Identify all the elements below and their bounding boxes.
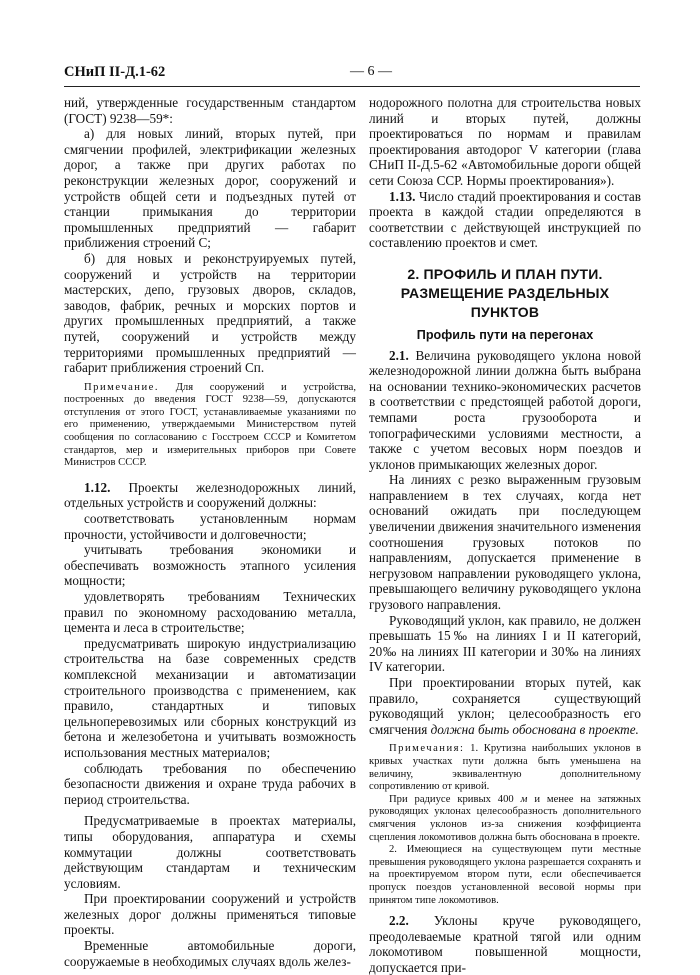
list-item: предусматривать широкую индустриализацию строительства на базе современных средств комплексной механизации и автоматизации строительного производства с применением, как правило, стандартных и типовых цельноперевозимых или сборных конструкций из бетона и железобетона и учитывать возможность использования местных материалов;: [64, 635, 356, 760]
list-item: соответствовать установленным нормам прочности, устойчивости и долговечности;: [64, 511, 356, 542]
second-tracks-italic: должна быть обоснована в проекте.: [430, 721, 639, 737]
note-label: Примечание.: [84, 381, 159, 393]
clause-number: 1.12.: [84, 479, 111, 495]
document-code: СНиП II-Д.1-62: [64, 64, 166, 80]
note-1b-text-a: При радиусе кривых 400: [389, 793, 514, 805]
clause-1-13: [369, 189, 641, 251]
header-rule: [64, 86, 640, 87]
clause-2-2: [369, 913, 641, 975]
note-paragraph: [64, 382, 356, 470]
list-item: соблюдать требования по обеспечению безопасности движения и охране труда рабочих в период строительства.: [64, 760, 356, 807]
note-1b-unit: м: [520, 793, 528, 805]
paragraph-freight-direction: На линиях с резко выраженным грузовым направлением в тех случаях, когда нет оснований ожидать при последующем увеличении движения значительного изменения соотношения грузовых потоков по направлениям, допускается применение в негрузовом направлении руководящего уклона, превышающего величину руководящего уклона грузового направления.: [369, 472, 641, 613]
paragraph-item-b: б) для новых и реконструируемых путей, сооружений и устройств на территории мастерских, депо, грузовых дворов, складов, заводов, фабрик, речных и морских портов и других промышленных предприятий, а также путей, сооружений и устройств между территориями промышленных предприятий — габарит приближения строений Сп.: [64, 250, 356, 376]
clause-number: 2.2.: [389, 913, 409, 929]
clause-text: Число стадий проектирования и состав проекта в каждой стадии определяются в соответствии с действующей инструкцией по составлению проектов и смет.: [369, 188, 642, 251]
second-tracks-text: При проектировании вторых путей, как правило, сохраняется существующий руководящий уклон; целесообразность его смягчения: [369, 675, 641, 737]
left-column: [64, 95, 356, 969]
notes-paragraph-1b: [369, 794, 641, 844]
list-item: удовлетворять требованиям Технических правил по экономному расходованию металла, цемента и леса в строительстве;: [64, 589, 356, 636]
page-number: — 6 —: [350, 64, 392, 79]
list-item: учитывать требования экономики и обеспечивать возможность этапного усиления мощности;: [64, 542, 356, 589]
note-text: Для сооружений и устройства, построенных до введения ГОСТ 9238—59, допускаются отступления от этого ГОСТ, устанавливаемые указаниями по его применению, утверждаемыми Министерством путей сообщения по согласованию с Госстроем СССР и Комитетом стандартов, мер и измерительных приборов при Совете Министров СССР.: [64, 381, 356, 469]
clause-number: 2.1.: [389, 347, 409, 363]
notes-paragraph-2: 2. Имеющиеся на существующем пути местные превышения руководящего уклона разрешается сохранять и на проектируемом втором пути, если обеспечивается пропуск поездов установленной весовой нормы при принятом типе локомотивов.: [369, 844, 641, 906]
paragraph-typical-projects: При проектировании сооружений и устройств железных дорог должны применяться типовые проекты.: [64, 891, 356, 938]
clause-2-1: [369, 348, 641, 473]
paragraph-item-a: а) для новых линий, вторых путей, при смягчении профилей, электрификации железных дорог, а также при других работах по реконструкции железных дорог, сооружений и устройств общей сети и подъездных путей от станции примыкания до территории промышленных предприятий — габарит приближения строений С;: [64, 126, 356, 251]
section-title-line-2: РАЗМЕЩЕНИЕ РАЗДЕЛЬНЫХ ПУНКТОВ: [400, 284, 610, 320]
clause-text: Величина руководящего уклона новой железнодорожной линии должна быть выбрана на основании технико-экономических расчетов в соответствии с предстоящей работой дороги, темпами роста грузооборота и топографическими условиями местности, а также с учетом весовых норм поездов и уклонов примыкающих железных дорог.: [369, 347, 641, 472]
note-1-text: 1. Крутизна наибольших уклонов в кривых участках пути должна быть уменьшена на величину, эквивалентную дополнительному сопротивлению от кривой.: [369, 743, 641, 793]
clause-text: Уклоны круче руководящего, преодолеваемые кратной тягой или одним локомотивом повышенной мощности, допускается при-: [369, 913, 641, 975]
clause-text: Проекты железнодорожных линий, отдельных устройств и сооружений должны:: [64, 479, 356, 511]
right-column: [369, 95, 641, 975]
note-1b-text-b: и менее на затяжных руководящих уклонах целесообразность дополнительного смягчения уклонов из-за снижения коэффициента сцепления локомотивов должна быть обоснована в проекте.: [369, 793, 642, 843]
paragraph-temporary-roads: Временные автомобильные дороги, сооружаемые в необходимых случаях вдоль желез-: [64, 938, 356, 969]
paragraph-ruling-grade: Руководящий уклон, как правило, не должен превышать 15‰ на линиях I и II категорий, 20‰ на линиях III категории и 30‰ на линиях IV категории.: [369, 612, 641, 675]
page-header: [64, 64, 640, 92]
paragraph-second-tracks: [369, 675, 641, 737]
notes-paragraph-1: [369, 743, 641, 793]
section-title-line-1: 2. ПРОФИЛЬ И ПЛАН ПУТИ.: [407, 265, 603, 282]
subsection-title: Профиль пути на перегонах: [416, 327, 594, 342]
paragraph-continuation: ний, утвержденные государственным стандартом (ГОСТ) 9238—59*:: [64, 95, 356, 126]
clause-number: 1.13.: [389, 188, 416, 204]
paragraph-continuation-right: нодорожного полотна для строительства новых линий и вторых путей, должны проектироваться по нормам и правилам проектирования автодорог V категории (глава СНиП II-Д.5-62 «Автомобильные дороги общей сети Союза ССР. Нормы проектирования»).: [369, 95, 641, 188]
notes-label: Примечания:: [389, 743, 465, 755]
paragraph-equipment: Предусматриваемые в проектах материалы, типы оборудования, аппаратура и схемы коммутации должны соответствовать действующим стандартам и техническим условиям.: [64, 813, 356, 891]
section-heading: [369, 265, 641, 322]
clause-1-12: [64, 480, 356, 511]
